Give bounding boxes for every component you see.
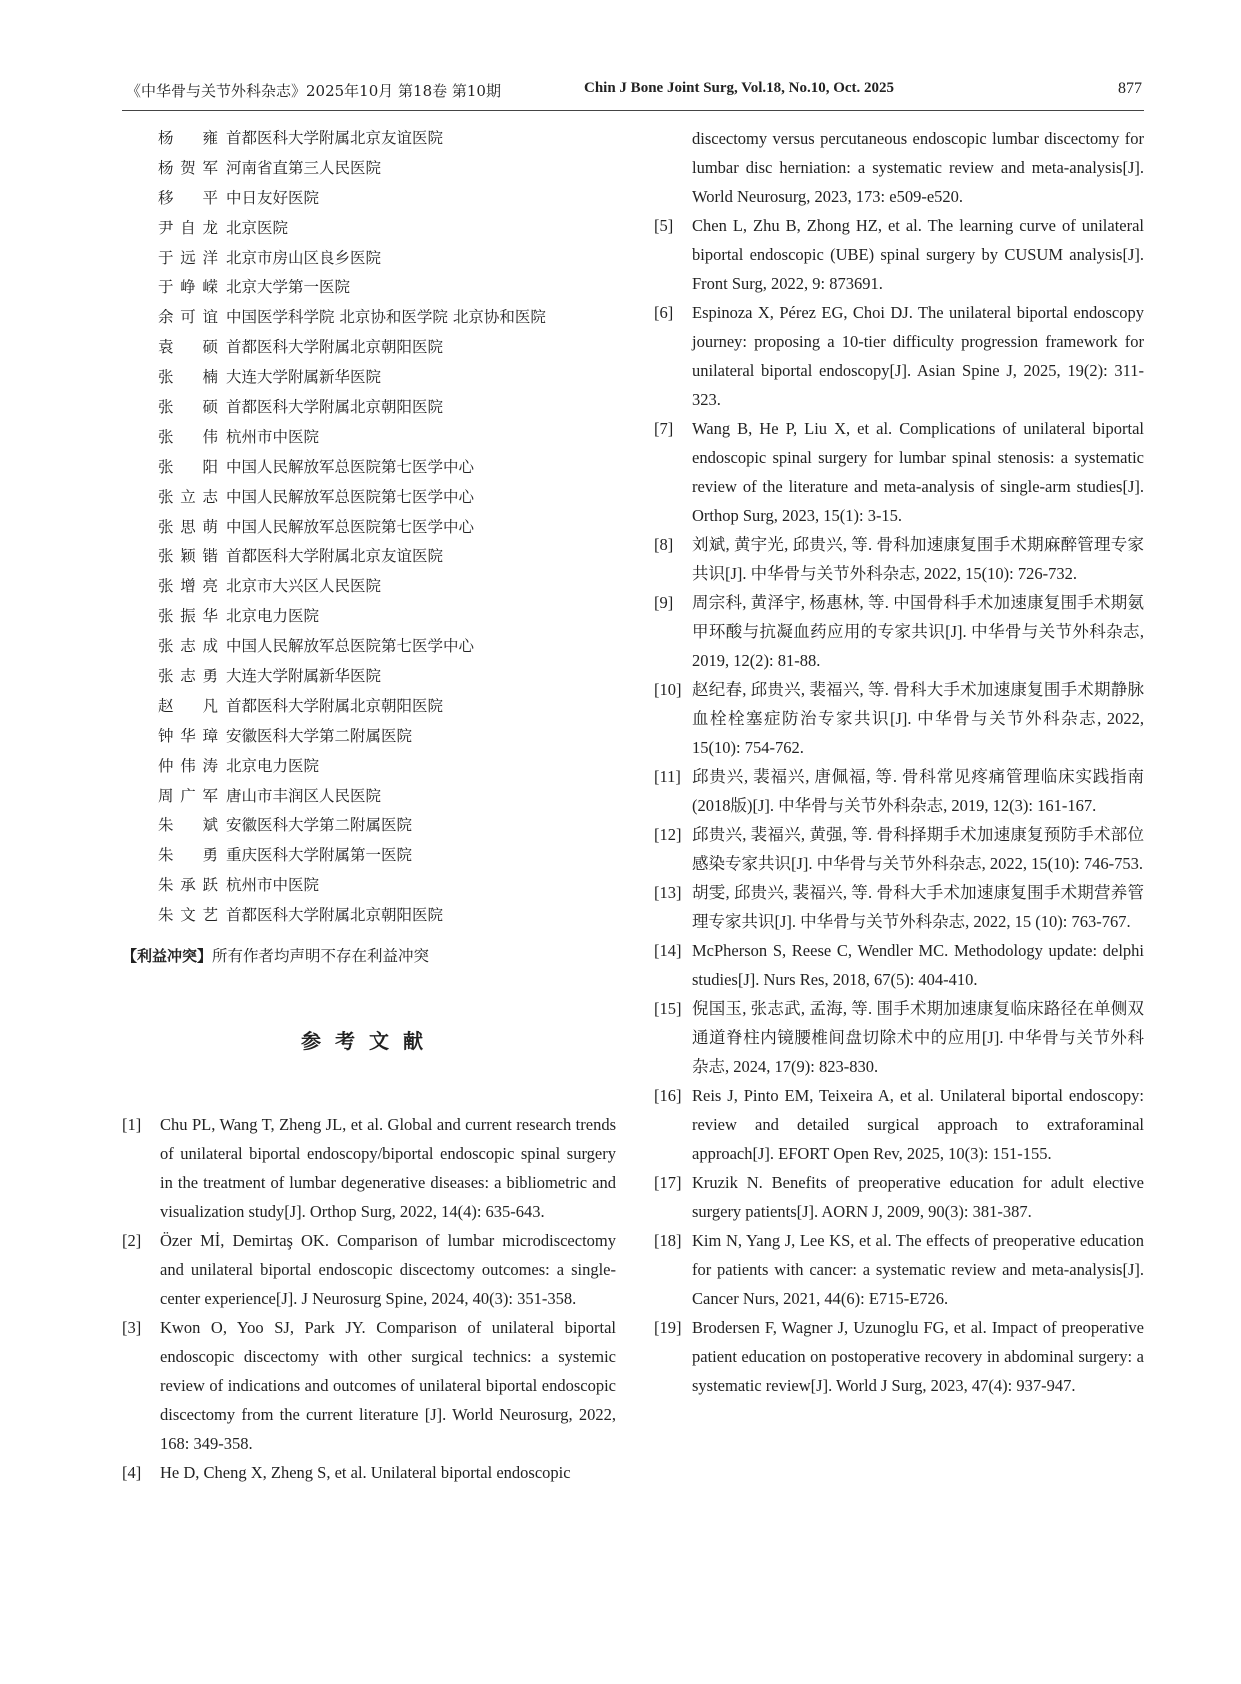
member-row [126,572,616,602]
member-name: 朱文艺 [158,906,218,925]
member-institution: 安徽医科大学第二附属医院 [226,816,413,835]
member-institution: 河南省直第三人民医院 [226,158,382,177]
member-institution: 北京市房山区良乡医院 [226,248,382,267]
member-institution: 首都医科大学附属北京朝阳医院 [226,398,444,417]
member-row [126,602,616,632]
reference-number: [14] [654,941,682,960]
member-name: 杨 雍 [158,129,218,147]
member-row [126,901,616,931]
member-row [126,632,616,662]
member-row [126,244,616,274]
member-row [126,214,616,244]
reference-item [654,211,1144,298]
member-institution: 首都医科大学附属北京朝阳医院 [226,696,444,715]
reference-number: [6] [654,303,674,322]
page-number: 877 [1118,80,1142,97]
reference-text: Kim N, Yang J, Lee KS, et al. The effects of preoperative education for patients with cancer: a systematic review and meta-analysis[J]. Cancer Nurs, 2021, 44(6): E715-E726. [692,1231,1144,1308]
reference-number: [5] [654,216,674,235]
reference-item [654,1226,1144,1313]
member-name: 赵 凡 [158,696,218,715]
member-institution: 大连大学附属新华医院 [226,368,382,387]
reference-number: [13] [654,883,682,902]
member-row [126,124,616,154]
reference-number: [1] [122,1115,142,1134]
member-institution: 北京电力医院 [226,607,320,626]
member-row [126,333,616,363]
reference-item [654,1313,1144,1400]
running-header [126,80,1142,108]
header-rule [122,110,1144,111]
reference-number: [10] [654,680,682,699]
member-name: 张 伟 [158,427,218,446]
reference-item [654,762,1144,820]
conflict-label: 【利益冲突】 [122,947,213,965]
reference-item [122,1110,616,1226]
member-row [126,722,616,752]
member-name: 张思萌 [158,517,218,536]
member-row [126,513,616,543]
member-institution: 安徽医科大学第二附属医院 [226,726,413,745]
member-row [126,542,616,572]
member-row [126,662,616,692]
reference-item [654,298,1144,414]
reference-number: [3] [122,1318,142,1337]
member-name: 仲伟涛 [158,756,218,775]
reference-text: 刘斌, 黄宇光, 邱贵兴, 等. 骨科加速康复围手术期麻醉管理专家共识[J]. 中华骨与关节外科杂志, 2022, 15(10): 726-732. [692,535,1144,583]
member-institution: 大连大学附属新华医院 [226,667,382,686]
reference-item [654,530,1144,588]
reference-number: [17] [654,1173,682,1192]
member-row [126,184,616,214]
member-name: 张增亮 [158,577,218,596]
reference-number: [2] [122,1231,142,1250]
member-name: 于远洋 [158,248,218,267]
member-row [126,303,616,333]
conflict-statement [122,944,429,966]
member-institution: 唐山市丰润区人民医院 [226,786,382,805]
member-name: 张振华 [158,607,218,626]
reference-item [654,878,1144,936]
member-institution: 首都医科大学附属北京朝阳医院 [226,906,444,925]
reference-4-continued: discectomy versus percutaneous endoscopic lumbar discectomy for lumbar disc herniation: a systematic review and meta-analysis[J]. World Neurosurg, 2023, 173: e509-e520. [692,129,1144,206]
reference-item [654,936,1144,994]
reference-item [122,1226,616,1313]
reference-text: Wang B, He P, Liu X, et al. Complications of unilateral biportal endoscopic spinal surgery for lumbar spinal stenosis: a systematic review of the literature and meta-analysis of single-arm studies[J]. Orthop Surg, 2023, 15(1): 3-15. [692,419,1144,525]
member-name: 于峥嵘 [158,278,218,297]
member-row [126,692,616,722]
reference-item [654,675,1144,762]
reference-text: 周宗科, 黄泽宇, 杨惠林, 等. 中国骨科手术加速康复围手术期氨甲环酸与抗凝血药应用的专家共识[J]. 中华骨与关节外科杂志, 2019, 12(2): 81-88. [692,593,1144,670]
reference-number: [19] [654,1318,682,1337]
reference-number: [16] [654,1086,682,1105]
member-institution: 杭州市中医院 [226,427,320,446]
reference-text: 胡雯, 邱贵兴, 裴福兴, 等. 骨科大手术加速康复围手术期营养管理专家共识[J]. 中华骨与关节外科杂志, 2022, 15 (10): 763-767. [692,883,1144,931]
member-name: 朱 斌 [158,816,218,835]
reference-list-right [654,124,1144,1400]
member-institution: 北京大学第一医院 [226,278,351,297]
member-institution: 北京市大兴区人民医院 [226,577,382,596]
member-row [126,393,616,423]
member-name: 张志勇 [158,667,218,686]
reference-item [122,1313,616,1458]
reference-text: McPherson S, Reese C, Wendler MC. Methodology update: delphi studies[J]. Nurs Res, 2018, 67(5): 404-410. [692,941,1144,989]
member-institution: 北京电力医院 [226,756,320,775]
reference-item [654,994,1144,1081]
member-row [126,483,616,513]
reference-text: 邱贵兴, 裴福兴, 唐佩福, 等. 骨科常见疼痛管理临床实践指南(2018版)[J]. 中华骨与关节外科杂志, 2019, 12(3): 161-167. [692,767,1144,815]
reference-list-left [122,1110,616,1487]
member-name: 张志成 [158,637,218,656]
reference-text: Chu PL, Wang T, Zheng JL, et al. Global and current research trends of unilateral biportal endoscopy/biportal endoscopic spinal surgery in the treatment of lumbar degenerative diseases: a bibliometric and visualization study[J]. Orthop Surg, 2022, 14(4): 635-643. [160,1115,616,1221]
member-row [126,752,616,782]
member-name: 张立志 [158,487,218,506]
member-name: 余可谊 [158,308,218,327]
member-list [126,124,616,931]
reference-number: [11] [654,767,681,786]
reference-text: Brodersen F, Wagner J, Uzunoglu FG, et al. Impact of preoperative patient education on postoperative recovery in abdominal surgery: a systematic review[J]. World J Surg, 2023, 47(4): 937-947. [692,1318,1144,1395]
member-institution: 重庆医科大学附属第一医院 [226,846,413,865]
member-institution: 中国医学科学院 北京协和医学院 北京协和医院 [226,308,546,327]
reference-text: 赵纪春, 邱贵兴, 裴福兴, 等. 骨科大手术加速康复围手术期静脉血栓栓塞症防治专家共识[J]. 中华骨与关节外科杂志, 2022, 15(10): 754-762. [692,680,1144,757]
member-name: 张颖锴 [158,547,218,566]
member-institution: 中国人民解放军总医院第七医学中心 [226,517,475,536]
reference-text: Özer Mİ, Demirtaş OK. Comparison of lumbar microdiscectomy and unilateral biportal endoscopic discectomy outcomes: a single-center experience[J]. J Neurosurg Spine, 2024, 40(3): 351-358. [160,1231,616,1308]
reference-text: Kwon O, Yoo SJ, Park JY. Comparison of unilateral biportal endoscopic discectomy with other surgical technics: a systemic review of indications and outcomes of unilateral biportal endoscopic discectomy from the current literature [J]. World Neurosurg, 2022, 168: 349-358. [160,1318,616,1453]
reference-item [654,1081,1144,1168]
member-name: 周广军 [158,786,218,805]
reference-number: [12] [654,825,682,844]
reference-item [654,588,1144,675]
member-name: 尹自龙 [158,218,218,237]
reference-number: [18] [654,1231,682,1250]
reference-item [654,1168,1144,1226]
member-institution: 中日友好医院 [226,188,320,207]
member-institution: 首都医科大学附属北京友谊医院 [226,129,444,147]
member-row [126,273,616,303]
member-institution: 北京医院 [226,218,289,237]
reference-text: 倪国玉, 张志武, 孟海, 等. 围手术期加速康复临床路径在单侧双通道脊柱内镜腰椎间盘切除术中的应用[J]. 中华骨与关节外科杂志, 2024, 17(9): 823-830. [692,999,1144,1076]
member-name: 张 阳 [158,457,218,476]
reference-number: [8] [654,535,674,554]
reference-text: 邱贵兴, 裴福兴, 黄强, 等. 骨科择期手术加速康复预防手术部位感染专家共识[J]. 中华骨与关节外科杂志, 2022, 15(10): 746-753. [692,825,1144,873]
member-institution: 首都医科大学附属北京朝阳医院 [226,338,444,357]
member-name: 袁 硕 [158,338,218,357]
member-row [126,811,616,841]
member-name: 朱 勇 [158,846,218,865]
member-name: 移 平 [158,188,218,207]
member-institution: 首都医科大学附属北京友谊医院 [226,547,444,566]
member-row [126,154,616,184]
member-name: 朱承跃 [158,876,218,895]
member-institution: 中国人民解放军总医院第七医学中心 [226,637,475,656]
references-title: 参考文献 [301,1029,437,1053]
member-row [126,423,616,453]
reference-item [122,1458,616,1487]
member-name: 张 楠 [158,368,218,387]
reference-item [654,414,1144,530]
conflict-text: 所有作者均声明不存在利益冲突 [212,947,430,965]
member-row [126,363,616,393]
member-row [126,782,616,812]
member-name: 杨贺军 [158,158,218,177]
reference-text: Espinoza X, Pérez EG, Choi DJ. The unilateral biportal endoscopy journey: proposing a 10-tier difficulty progression framework for unilateral biportal endoscopy[J]. Asian Spine J, 2025, 19(2): 311-323. [692,303,1144,409]
journal-title-en: Chin J Bone Joint Surg, Vol.18, No.10, Oct. 2025 [584,80,895,96]
reference-number: [4] [122,1463,142,1482]
member-name: 钟华璋 [158,726,218,745]
reference-text: He D, Cheng X, Zheng S, et al. Unilateral biportal endoscopic [160,1463,571,1482]
member-row [126,453,616,483]
reference-text: Chen L, Zhu B, Zhong HZ, et al. The learning curve of unilateral biportal endoscopic (UBE) spinal surgery by CUSUM analysis[J]. Front Surg, 2022, 9: 873691. [692,216,1144,293]
member-row [126,841,616,871]
reference-text: Kruzik N. Benefits of preoperative education for adult elective surgery patients[J]. AORN J, 2009, 90(3): 381-387. [692,1173,1144,1221]
reference-number: [7] [654,419,674,438]
member-institution: 中国人民解放军总医院第七医学中心 [226,457,475,476]
member-institution: 中国人民解放军总医院第七医学中心 [226,487,475,506]
member-name: 张 硕 [158,398,218,417]
reference-number: [15] [654,999,682,1018]
member-row [126,871,616,901]
reference-number: [9] [654,593,674,612]
reference-text: Reis J, Pinto EM, Teixeira A, et al. Unilateral biportal endoscopy: review and detailed surgical approach to extraforaminal approach[J]. EFORT Open Rev, 2025, 10(3): 151-155. [692,1086,1144,1163]
reference-item [654,820,1144,878]
journal-title-cn: 《中华骨与关节外科杂志》2025年10月 第18卷 第10期 [126,82,501,100]
member-institution: 杭州市中医院 [226,876,320,895]
